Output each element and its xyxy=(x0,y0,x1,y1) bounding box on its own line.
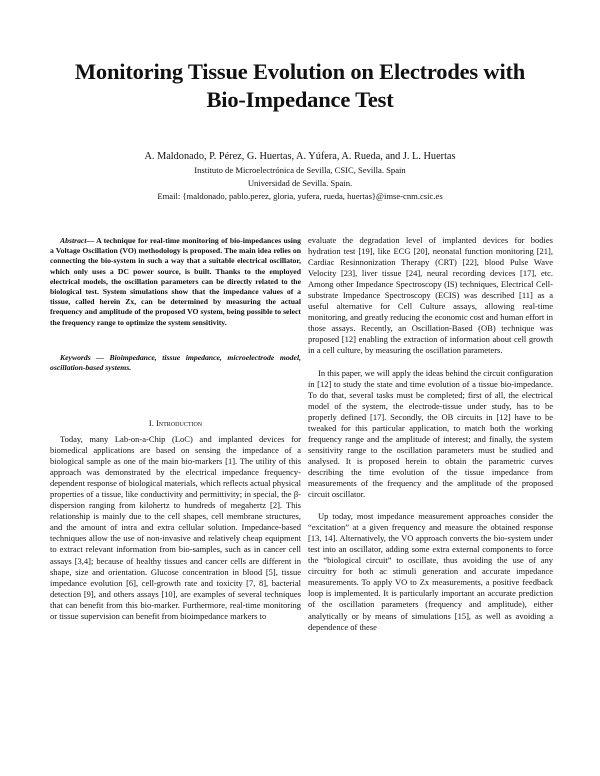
affiliation-email: Email: {maldonado, pablo.perez, gloria, yufera, rueda, huertas}@imse-cnm.csic.es xyxy=(157,191,443,201)
right-column-body xyxy=(308,235,553,633)
abstract xyxy=(50,236,301,328)
affiliation-institute: Instituto de Microelectrónica de Sevilla, CSIC, Sevilla. Spain xyxy=(194,165,406,175)
section-title: Introduction xyxy=(155,418,203,428)
keywords: Keywords — Bioimpedance, tissue impedance, microelectrode model, oscillation-based systems. xyxy=(50,353,301,373)
affiliation-university: Universidad de Sevilla. Spain. xyxy=(247,178,353,188)
abstract-text: — A technique for real-time monitoring of bio-impedances using a Voltage Oscillation (VO) methodology is proposed. The main idea relies on connecting the bio-system in such a way that a suitable electrical oscillator, which only uses a DC power source, is built. Thanks to the employed electrical models, the oscillation parameters can be directly related to the biological test. System simulations show that the impedance values of a tissue, called herein Zx, can be determined by measuring the actual frequency and amplitude of the proposed VO system, being possible to select the frequency range to optimize the system sensitivity. xyxy=(50,236,301,327)
author-list: A. Maldonado, P. Pérez, G. Huertas, A. Yúfera, A. Rueda, and J. L. Huertas xyxy=(144,151,456,162)
paper-title xyxy=(40,58,560,114)
paragraph: Today, many Lab-on-a-Chip (LoC) and implanted devices for biomedical applications are based on sensing the impedance of a biological sample as one of the main bio-markers [1]. The utility of this approach was demonstrated by the electrical impedance frequency-dependent response of biological materials, which reflects actual physical properties of a tissue, like conductivity and permittivity; in special, the β-dispersion ranging from kilohertz to hundreds of megahertz [2]. This relationship is mainly due to the cell shapes, cell membrane structures, and the amount of intra and extra cellular solution. Impedance-based techniques allow the use of non-invasive and relatively cheap equipment to extract relevant information from bio-samples, such as in cancer cell assays [3,4]; because of healthy tissues and cancer cells are different in shape, size and orientation. Glucose concentration in blood [5], tissue impedance evolution [6], cell-growth rate and toxicity [7, 8], bacterial detection [9], and others assays [10], are examples of several techniques that can benefit from this bio-marker. Furthermore, real-time monitoring or tissue supervision can benefit from bioimpedance markers to xyxy=(50,434,301,621)
section-number: I. xyxy=(148,418,154,428)
paragraph: Up today, most impedance measurement approaches consider the “excitation” at a given frequency and measure the obtained response [13, 14]. Alternatively, the VO approach converts the bio-system under test into an oscillator, adding some extra external components to force the “biological circuit” to oscillate, thus avoiding the use of any circuitry for both ac stimuli generation and accurate impedance measurements. To apply VO to Zx measurements, a positive feedback loop is implemented. It is particularly important an accurate prediction of the oscillation parameters (frequency and amplitude), either analytically or by means of simulations [15], as well as avoiding a dependence of these xyxy=(308,511,553,632)
abstract-label: Abstract xyxy=(60,236,87,245)
section-heading xyxy=(50,418,301,429)
title-line-2: Bio-Impedance Test xyxy=(206,87,394,112)
paragraph: evaluate the degradation level of implanted devices for bodies hydration test [19], like ECG [20], neonatal function monitoring [21], Cardiac Resinnonization Therapy (CRT) [22], blood Pulse Wave Velocity [23], liver tissue [24], neural recording devices [17], etc. Among other Impedance Spectroscopy (IS) techniques, Electrical Cell-substrate Impedance Spectroscopy (ECIS) was described [11] as a useful alternative for Cell Culture assays, allowing real-time monitoring, and greatly reducing the economic cost and human effort in those assays. Recently, an Oscillation-Based (OB) technique was proposed [12] enabling the extraction of information about cell growth in a cell culture, by measuring the oscillation parameters. xyxy=(308,235,553,356)
title-line-1: Monitoring Tissue Evolution on Electrodes with xyxy=(74,59,526,84)
left-column-body xyxy=(50,434,301,622)
paragraph: In this paper, we will apply the ideas behind the circuit configuration in [12] to study the state and time evolution of a tissue bio-impedance. To do that, several tasks must be completed; first of all, the electrical model of the system, the electrode-tissue under study, has to be properly defined [17]. Secondly, the OB circuits in [12] have to be tweaked for this particular application, to match both the working frequency range and the amplitude of interest; and finally, the system sensitivity range to the oscillation parameters must be studied and analysed. It is proposed herein to obtain the parametric curves describing the time evolution of the tissue impedance from measurements of the frequency and the amplitude of the proposed circuit oscillator. xyxy=(308,367,553,500)
